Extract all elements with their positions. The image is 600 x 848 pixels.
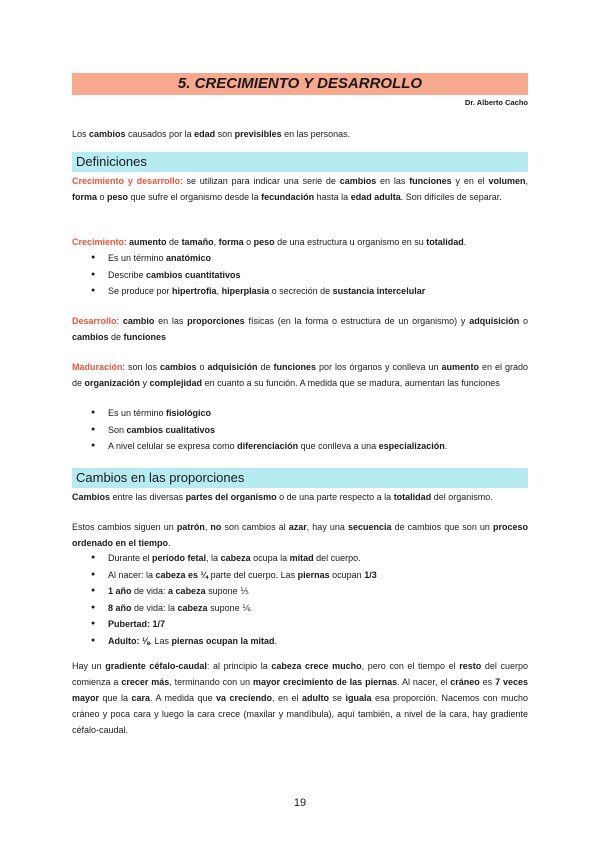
- bullet-icon: ●: [91, 554, 96, 561]
- bullet-icon: ●: [91, 587, 96, 594]
- bullet-icon: ●: [91, 570, 96, 578]
- crecimiento-list: [72, 250, 528, 300]
- section-heading-definiciones: Definiciones: [72, 152, 528, 172]
- proporciones-list: [72, 550, 528, 649]
- list-item: ● A nivel celular se expresa como diferenciación que conlleva a una especialización.: [72, 438, 528, 455]
- crecimiento-paragraph: Crecimiento: aumento de tamaño, forma o peso de una estructura u organismo en su totalidad.: [72, 237, 467, 247]
- list-item: ● Al nacer: la cabeza es ¼ parte del cuerpo. Las piernas ocupan 1/3: [72, 567, 528, 584]
- author: Dr. Alberto Cacho: [464, 98, 528, 107]
- intro-paragraph: Los cambios causados por la edad son previsibles en las personas.: [72, 129, 351, 139]
- maduracion-list: [72, 405, 528, 455]
- title-bar: [72, 73, 528, 95]
- bullet-icon: ●: [91, 287, 96, 294]
- list-item: ● Durante el período fetal, la cabeza ocupa la mitad del cuerpo.: [72, 550, 528, 567]
- list-item: ● Se produce por hipertrofia, hiperplasia o secreción de sustancia intercelular: [72, 283, 528, 300]
- bullet-icon: ●: [91, 425, 96, 433]
- page-number: 19: [293, 797, 307, 809]
- list-item: ● Es un término fisiológico: [72, 405, 528, 422]
- bullet-icon: ●: [91, 620, 96, 627]
- list-item: ● Son cambios cualitativos: [72, 422, 528, 439]
- list-item: ● 1 año de vida: a cabeza supone ⅕: [72, 583, 528, 600]
- bullet-icon: ●: [91, 270, 96, 278]
- bullet-icon: ●: [91, 442, 96, 449]
- cambios-paragraph: Cambios entre las diversas partes del organismo o de una parte respecto a la totalidad del organismo.: [72, 492, 493, 502]
- list-item: ● Es un término anatómico: [72, 250, 528, 267]
- list-item: ● Adulto: ⅛. Las piernas ocupan la mitad.: [72, 633, 528, 650]
- section-heading-cambios: Cambios en las proporciones: [72, 468, 528, 488]
- bullet-icon: ●: [91, 603, 96, 611]
- gradiente-paragraph: Hay un gradiente céfalo-caudal: al principio la cabeza crece mucho, pero con el tiempo el resto del cuerpo comienza a crecer más, terminando con un mayor crecimiento de las piernas. Al nacer, el cráneo es 7 veces mayor que la cara. A medida que va creciendo, en el adulto se iguala esa proporción. Nacemos con mucho cráneo y poca cara y luego la cara crece (maxilar y mandíbula), aquí también, a nivel de la cara, hay gradiente céfalo-caudal.: [72, 661, 529, 735]
- desarrollo-paragraph: Desarrollo: cambio en las proporciones físicas (en la forma o estructura de un organismo) y adquisición o cambios de funciones: [72, 316, 528, 342]
- list-item: ● 8 año de vida: la cabeza supone ⅙: [72, 600, 528, 617]
- bullet-icon: ●: [91, 409, 96, 416]
- list-item: ● Describe cambios cuantitativos: [72, 267, 528, 284]
- page-title: 5. CRECIMIENTO Y DESARROLLO: [177, 75, 423, 92]
- bullet-icon: ●: [91, 254, 96, 261]
- bullet-icon: ●: [91, 636, 96, 644]
- maduracion-paragraph: Maduración: son los cambios o adquisición de funciones por los órganos y conlleva un aumento en el grado de organización y complejidad en cuanto a su función. A medida que se madura, aumentan las funciones: [72, 362, 528, 388]
- crecimiento-desarrollo-paragraph: Crecimiento y desarrollo: se utilizan para indicar una serie de cambios en las funciones y en el volumen, forma o peso que sufre el organismo desde la fecundación hasta la edad adulta. Son difíciles de separar.: [72, 176, 528, 202]
- patron-paragraph: Estos cambios siguen un patrón, no son cambios al azar, hay una secuencia de cambios que son un proceso ordenado en el tiempo.: [72, 522, 528, 548]
- list-item: ● Pubertad: 1/7: [72, 616, 528, 633]
